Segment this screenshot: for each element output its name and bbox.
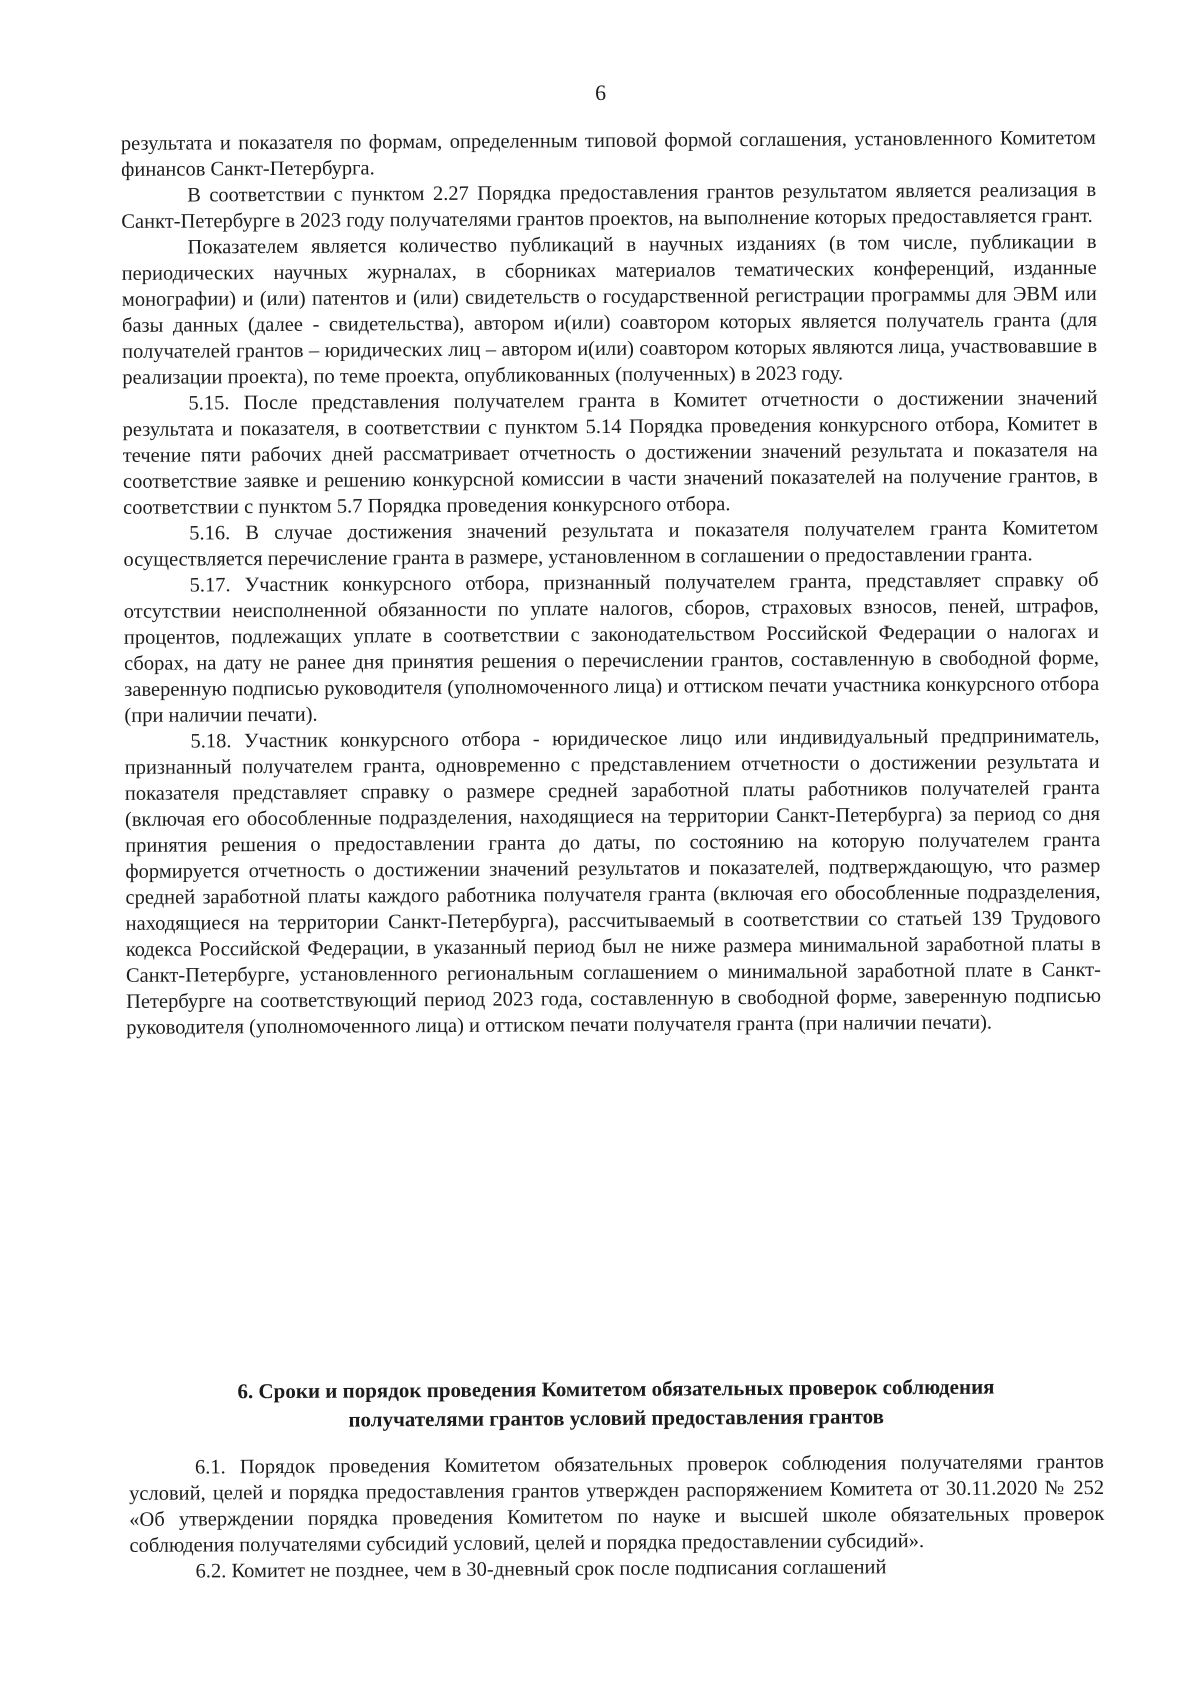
page-number: 6 bbox=[594, 79, 607, 106]
indicator-paragraph: Показателем является количество публикаций в научных изданиях (в том числе, публикации в периодических научных журналах, в сборниках материалов тематических конференций, изданные монографии) и (или) патентов и (или) свидетельств о государственной регистрации программы для ЭВМ или базы данных (далее - свидетельства), автором и(или) соавтором которых является получатель гранта (для получателей грантов – юридических лиц – автором и(или) соавтором которых являются лица, участвовавшие в реализации проекта), по теме проекта, опубликованных (полученных) в 2023 году. bbox=[121, 230, 1098, 389]
intro-continuation-paragraph: результата и показателя по формам, определенным типовой формой соглашения, установленного Комитетом финансов Санкт-Петербурга. bbox=[120, 126, 1096, 181]
paragraph-6-1: 6.1. Порядок проведения Комитетом обязательных проверок соблюдения получателями грантов условий, целей и порядка предоставления грантов утвержден распоряжением Комитета от 30.11.2020 № 252 «Об утверждении порядка проведения Комитетом по науке и высшей школе обязательных проверок соблюдения получателями субсидий условий, целей и порядка предоставлении субсидий». bbox=[129, 1450, 1105, 1557]
paragraph-5-18: 5.18. Участник конкурсного отбора - юридическое лицо или индивидуальный предприниматель, признанный получателем гранта, одновременно с представлением отчетности о достижении результата и показателя представляет справку о размере средней заработной платы работников получателей гранта (включая его обособленные подразделения, находящиеся на территории Санкт-Петербурга) за период со дня принятия решения о предоставлении гранта до даты, по состоянию на которую получателем гранта формируется отчетность о достижении значений результатов и показателей, подтверждающую, что размер средней заработной платы каждого работника получателя гранта (включая его обособленные подразделения, находящиеся на территории Санкт-Петербурга), рассчитываемый в соответствии со статьей 139 Трудового кодекса Российской Федерации, в указанный период был не ниже размера минимальной заработной платы в Санкт-Петербурге, установленного региональным соглашением о минимальной заработной плате в Санкт-Петербурге на соответствующий период 2023 года, составленную в свободной форме, заверенную подписью руководителя (уполномоченного лица) и оттиском печати получателя гранта (при наличии печати). bbox=[124, 724, 1102, 1039]
section-6-heading-line-1: 6. Сроки и порядок проведения Комитетом обязательных проверок соблюдения bbox=[237, 1374, 995, 1404]
section-6-heading-line-2: получателями грантов условий предоставления грантов bbox=[348, 1404, 884, 1432]
paragraph-5-16: 5.16. В случае достижения значений результата и показателя получателем гранта Комитетом осуществляется перечисление гранта в размере, установленном в соглашении о предоставлении гранта. bbox=[123, 516, 1099, 571]
section-6-heading bbox=[128, 1372, 1103, 1436]
paragraph-5-17: 5.17. Участник конкурсного отбора, признанный получателем гранта, представляет справку об отсутствии неисполненной обязанности по уплате налогов, сборов, страховых взносов, пеней, штрафов, процентов, подлежащих уплате в соответствии с законодательством Российской Федерации о налогах и сборах, на дату не ранее дня принятия решения о перечислении грантов, составленную в свободной форме, заверенную подписью руководителя (уполномоченного лица) и оттиском печати участника конкурсного отбора (при наличии печати). bbox=[123, 568, 1100, 727]
section-6-text bbox=[129, 1449, 1105, 1585]
paragraph-5-15: 5.15. После представления получателем гранта в Комитет отчетности о достижении значений результата и показателя, в соответствии с пунктом 5.14 Порядка проведения конкурсного отбора, Комитет в течение пяти рабочих дней рассматривает отчетность о достижении значений результата и показателя на соответствие заявке и решению конкурсной комиссии в части значений показателей на получение грантов, в соответствии с пунктом 5.7 Порядка проведения конкурсного отбора. bbox=[122, 386, 1098, 519]
section-5-text bbox=[121, 125, 1102, 1041]
result-paragraph: В соответствии с пунктом 2.27 Порядка предоставления грантов результатом является реализация в Санкт-Петербурге в 2023 году получателями грантов проектов, на выполнение которых предоставляется грант. bbox=[121, 178, 1097, 233]
paragraph-6-2: 6.2. Комитет не позднее, чем в 30-дневный срок после подписания соглашений bbox=[195, 1556, 887, 1583]
